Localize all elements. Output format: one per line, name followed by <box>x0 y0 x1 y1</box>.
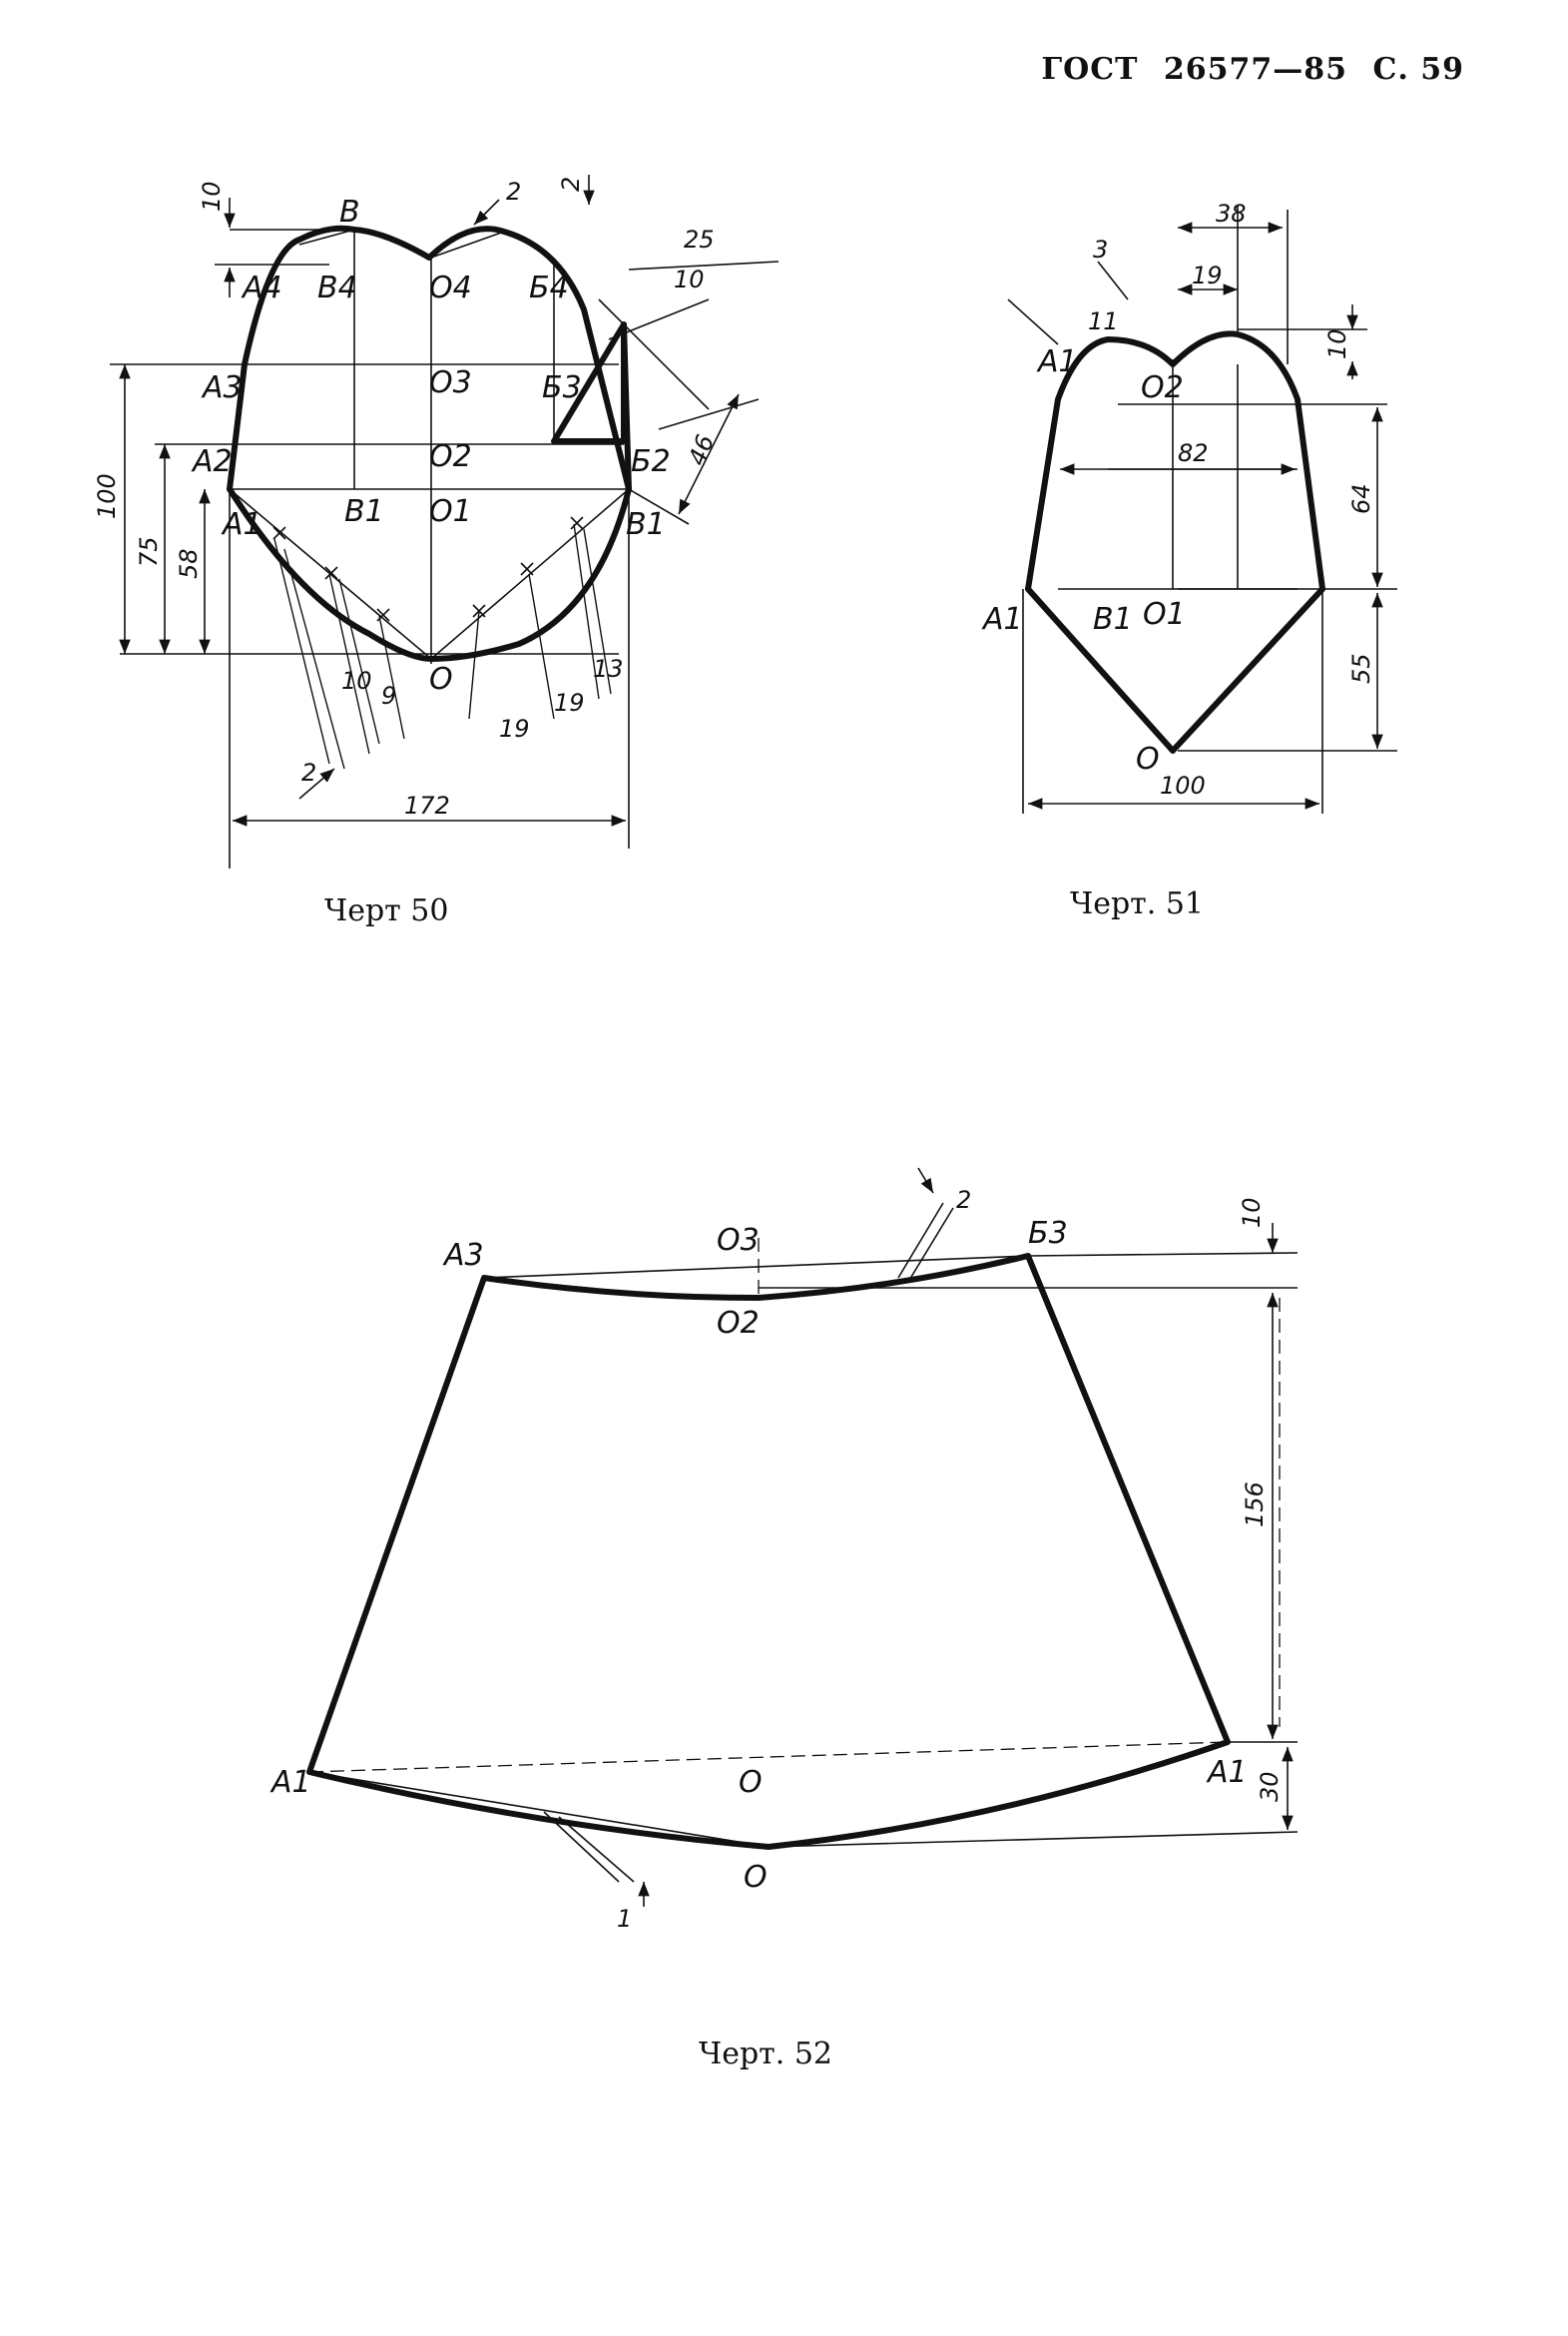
fig50-point-label: О1 <box>429 494 472 529</box>
fig52-point-label: Б3 <box>1028 1216 1068 1251</box>
fig50-dim: 19 <box>554 689 585 717</box>
fig50-dim: 9 <box>381 682 397 710</box>
fig50-point-label: Б4 <box>529 271 569 305</box>
fig50-dim: 10 <box>198 181 226 212</box>
fig50-dim: 58 <box>175 548 203 579</box>
fig51-dim: 100 <box>1160 772 1206 800</box>
fig51-point-label: О2 <box>1141 370 1184 405</box>
figure-50-caption: Черт 50 <box>324 893 449 928</box>
fig50-point-label: О3 <box>429 365 472 400</box>
fig51-point-label: О <box>1136 742 1160 777</box>
fig50-dim: 172 <box>404 792 450 820</box>
fig51-dim: 38 <box>1216 200 1247 228</box>
figure-52-caption: Черт. 52 <box>699 2037 832 2071</box>
fig50-dim: 2 <box>301 759 317 787</box>
figure-51-drawing <box>981 200 1397 814</box>
fig50-dim: 2 <box>506 178 522 206</box>
fig50-dim: 100 <box>93 473 121 519</box>
fig50-point-label: О2 <box>429 439 472 474</box>
figure-50-drawing <box>93 175 779 869</box>
fig51-dim: 11 <box>1088 307 1119 335</box>
fig50-point-label: О4 <box>429 271 472 305</box>
fig51-dim: 82 <box>1178 439 1209 467</box>
fig52-point-label: О3 <box>717 1223 760 1258</box>
fig50-dim: 10 <box>341 667 372 695</box>
header-standard: ГОСТ <box>1041 52 1139 87</box>
fig50-point-label: А4 <box>243 271 282 305</box>
fig52-point-label: О <box>744 1860 768 1895</box>
fig52-point-label: А1 <box>1208 1755 1248 1790</box>
figure-52-drawing <box>269 1168 1298 1933</box>
fig51-point-label: А1 <box>1038 344 1078 379</box>
fig52-point-label: О2 <box>717 1306 760 1341</box>
fig50-point-label: Б3 <box>542 370 582 405</box>
fig52-dim: 156 <box>1241 1481 1269 1527</box>
fig51-dim: 3 <box>1093 236 1109 264</box>
fig50-dim: 25 <box>684 226 715 254</box>
fig50-dim: 19 <box>499 715 530 743</box>
fig52-dim: 30 <box>1256 1771 1284 1802</box>
fig50-point-label: А2 <box>193 444 233 479</box>
figure-51-caption: Черт. 51 <box>1070 886 1204 921</box>
fig51-dim: 19 <box>1192 262 1223 290</box>
fig50-point-label: О <box>429 662 453 697</box>
fig51-point-label: О1 <box>1143 597 1186 632</box>
fig52-point-label: А3 <box>444 1238 484 1273</box>
fig50-point-label: В1 <box>344 494 384 529</box>
fig50-dim: 75 <box>135 536 163 567</box>
fig52-dim: 1 <box>617 1905 633 1933</box>
fig50-dim: 46 <box>683 430 721 470</box>
fig52-dim: 10 <box>1238 1197 1266 1228</box>
fig50-point-label: В1 <box>626 507 666 542</box>
fig50-dim: 2 <box>557 176 585 192</box>
fig51-dim: 10 <box>1323 328 1351 359</box>
fig52-point-label: А1 <box>271 1765 311 1800</box>
fig51-dim: 55 <box>1347 653 1375 684</box>
fig50-point-label: А3 <box>203 370 243 405</box>
fig51-point-label: В1 <box>1093 602 1133 637</box>
fig50-dim: 13 <box>593 655 624 683</box>
fig52-dim: 2 <box>956 1186 972 1214</box>
fig50-point-label: В <box>339 195 360 230</box>
fig50-point-label: А1 <box>223 507 262 542</box>
fig50-point-label: Б2 <box>631 444 671 479</box>
fig50-point-label: В4 <box>317 271 357 305</box>
fig51-point-label: А1 <box>983 602 1023 637</box>
fig52-point-label: О <box>739 1765 763 1800</box>
fig50-dim: 10 <box>674 266 705 293</box>
fig51-dim: 64 <box>1347 483 1375 514</box>
header-page: С. 59 <box>1372 52 1464 87</box>
header-number: 26577—85 <box>1163 52 1348 87</box>
